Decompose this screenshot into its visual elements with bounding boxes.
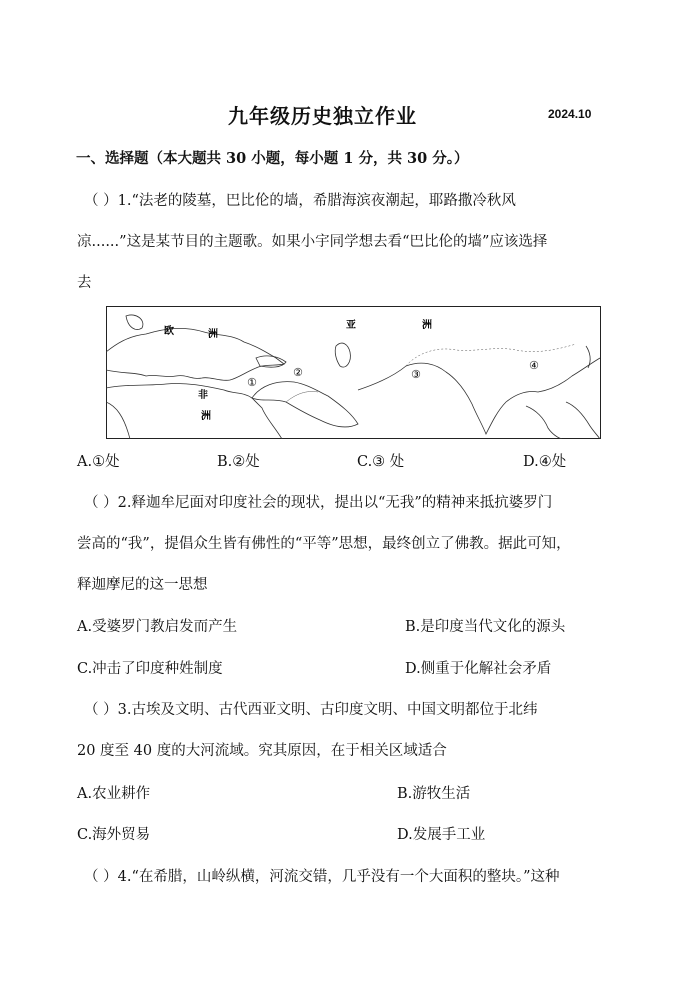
q4-line-1: （ ）4.“在希腊，山岭纵横，河流交错，几乎没有一个大面积的整块。”这种 xyxy=(84,869,560,885)
marker-1: ① xyxy=(247,376,257,389)
q3-option-a: A.农业耕作 xyxy=(77,786,151,802)
q3-option-b: B.游牧生活 xyxy=(397,786,471,802)
page-title: 九年级历史独立作业 xyxy=(228,104,417,128)
q2-line-1: （ ）2.释迦牟尼面对印度社会的现状，提出以“无我”的精神来抵抗婆罗门 xyxy=(84,495,553,511)
q3-option-d: D.发展手工业 xyxy=(397,827,486,843)
q2-option-b: B.是印度当代文化的源头 xyxy=(405,619,566,635)
label-asia-1: 亚 xyxy=(346,320,356,331)
q2-option-c: C.冲击了印度种姓制度 xyxy=(77,661,223,677)
label-africa-2: 洲 xyxy=(201,411,211,422)
section-heading: 一、选择题（本大题共 30 小题，每小题 1 分，共 30 分。） xyxy=(76,150,469,167)
date-label: 2024.10 xyxy=(548,107,592,121)
q1-option-c: C.③ 处 xyxy=(357,454,405,470)
marker-4: ④ xyxy=(529,359,539,372)
q3-line-2: 20 度至 40 度的大河流域。究其原因，在于相关区域适合 xyxy=(77,743,447,759)
world-map-figure xyxy=(106,306,601,439)
q3-line-1: （ ）3.古埃及文明、古代西亚文明、古印度文明、中国文明都位于北纬 xyxy=(84,702,538,718)
q1-line-1: （ ）1.“法老的陵墓，巴比伦的墙，希腊海滨夜潮起，耶路撒冷秋风 xyxy=(84,193,516,209)
label-asia-2: 洲 xyxy=(422,320,432,331)
q1-option-d: D.④处 xyxy=(523,454,567,470)
marker-3: ③ xyxy=(411,368,421,381)
q1-line-3: 去 xyxy=(77,275,92,291)
q1-option-b: B.②处 xyxy=(217,454,260,470)
q3-option-c: C.海外贸易 xyxy=(77,827,151,843)
q2-line-3: 释迦摩尼的这一思想 xyxy=(77,577,208,593)
q2-option-d: D.侧重于化解社会矛盾 xyxy=(405,661,552,677)
q1-line-2: 凉......”这是某节目的主题歌。如果小宇同学想去看“巴比伦的墙”应该选择 xyxy=(77,234,548,250)
q1-option-a: A.①处 xyxy=(77,454,120,470)
label-africa-1: 非 xyxy=(198,390,208,401)
q2-option-a: A.受婆罗门教启发而产生 xyxy=(77,619,238,635)
label-europe-2: 洲 xyxy=(208,329,218,340)
label-europe-1: 欧 xyxy=(164,326,174,337)
q2-line-2: 尝高的“我”，提倡众生皆有佛性的“平等”思想，最终创立了佛教。据此可知， xyxy=(77,536,571,552)
marker-2: ② xyxy=(293,366,303,379)
